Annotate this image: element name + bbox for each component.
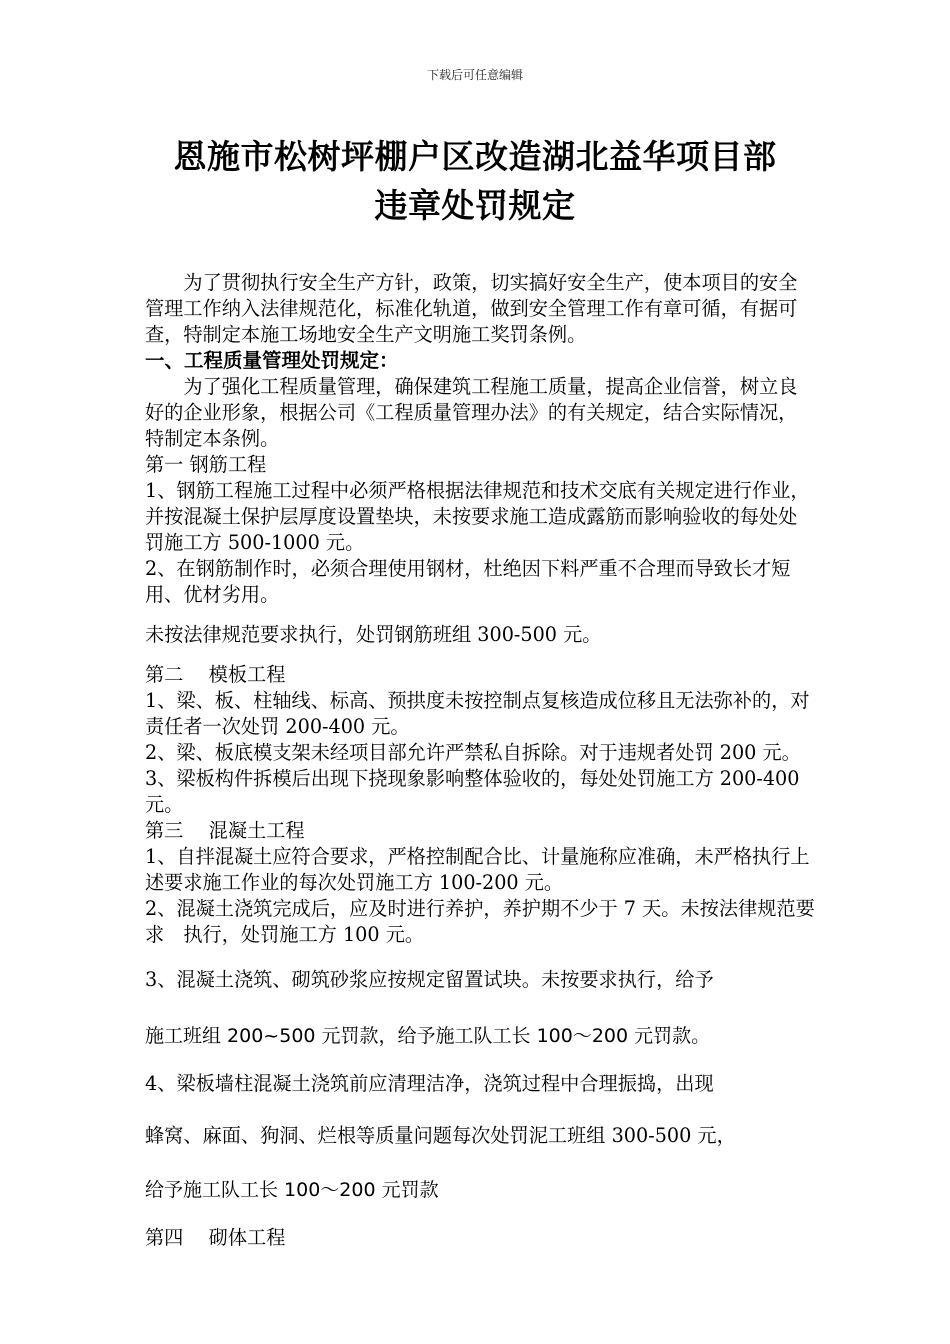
section1-intro: 为了强化工程质量管理，确保建筑工程施工质量，提高企业信誉，树立良好的企业形象，根据公司《工程质量管理办法》的有关规定，结合实际情况，特制定本条例。 xyxy=(145,375,798,450)
rebar-item-2: 2、在钢筋制作时，必须合理使用钢材，杜绝因下料严重不合理而导致长才短用、优材劣用。 xyxy=(145,557,791,606)
subsection-masonry-title: 第四 砌体工程 xyxy=(145,1226,286,1249)
document-title-line2: 违章处罚规定 xyxy=(374,186,576,225)
formwork-item-3: 3、梁板构件拆模后出现下挠现象影响整体验收的，每处处罚施工方 200-400 元。 xyxy=(145,767,800,816)
concrete-item-4-line3: 给予施工队工长 100～200 元罚款 xyxy=(145,1179,439,1201)
concrete-item-3-line1: 3、混凝土浇筑、砌筑砂浆应按规定留置试块。未按要求执行，给予 xyxy=(145,968,714,991)
page-header-note: 下载后可任意编辑 xyxy=(426,68,523,82)
document-body xyxy=(145,270,815,1262)
subsection-concrete-title: 第三 混凝土工程 xyxy=(145,819,305,842)
concrete-item-2: 2、混凝土浇筑完成后，应及时进行养护，养护期不少于 7 天。未按法律规范要求 执行，处罚施工方 100 元。 xyxy=(145,897,815,946)
document-title-line1: 恩施市松树坪棚户区改造湖北益华项目部 xyxy=(173,137,777,176)
intro-paragraph: 为了贯彻执行安全生产方针，政策，切实搞好安全生产，使本项目的安全管理工作纳入法律规范化，标准化轨道，做到安全管理工作有章可循，有据可查，特制定本施工场地安全生产文明施工奖罚条例。 xyxy=(145,271,798,346)
concrete-item-1: 1、自拌混凝土应符合要求，严格控制配合比、计量施称应准确，未严格执行上述要求施工作业的每次处罚施工方 100-200 元。 xyxy=(145,845,810,894)
rebar-item-1: 1、钢筋工程施工过程中必须严格根据法律规范和技术交底有关规定进行作业，并按混凝土保护层厚度设置垫块，未按要求施工造成露筋而影响验收的每处处罚施工方 500-1000 元。 xyxy=(145,479,810,554)
concrete-item-4-line2: 蜂窝、麻面、狗洞、烂根等质量问题每次处罚泥工班组 300-500 元， xyxy=(145,1124,736,1147)
formwork-item-2: 2、梁、板底模支架未经项目部允许严禁私自拆除。对于违规者处罚 200 元。 xyxy=(145,741,801,764)
rebar-penalty: 未按法律规范要求执行，处罚钢筋班组 300-500 元。 xyxy=(145,623,602,646)
section1-heading: 一、工程质量管理处罚规定： xyxy=(145,349,399,372)
concrete-item-4-line1: 4、梁板墙柱混凝土浇筑前应清理洁净，浇筑过程中合理振捣，出现 xyxy=(145,1072,714,1095)
subsection-rebar-title: 第一 钢筋工程 xyxy=(145,453,267,476)
formwork-item-1: 1、梁、板、柱轴线、标高、预拱度未按控制点复核造成位移且无法弥补的，对责任者一次处罚 200-400 元。 xyxy=(145,689,810,738)
subsection-formwork-title: 第二 模板工程 xyxy=(145,663,286,686)
concrete-item-3-line2: 施工班组 200~500 元罚款，给予施工队工长 100～200 元罚款。 xyxy=(145,1025,711,1047)
